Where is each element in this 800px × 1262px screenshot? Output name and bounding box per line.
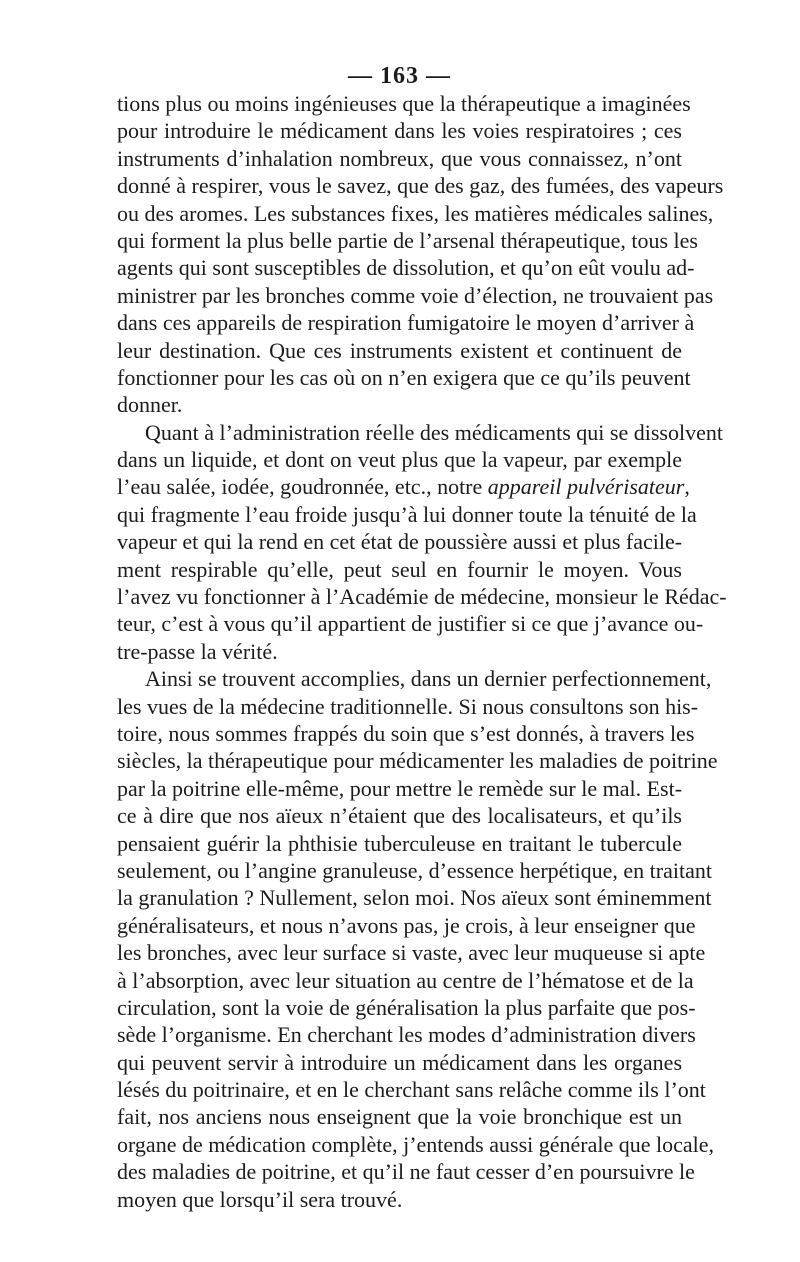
text-segment: l’eau salée, iodée, goudronnée, etc., notre	[117, 474, 488, 500]
text-line: donné à respirer, vous le savez, que des gaz, des fumées, des vapeurs	[117, 173, 724, 199]
text-line: fait, nos anciens nous enseignent que la voie bronchique est un	[117, 1104, 682, 1130]
text-line: circulation, sont la voie de généralisation la plus parfaite que pos-	[117, 994, 696, 1020]
text-line: siècles, la thérapeutique pour médicamenter les maladies de poitrine	[117, 748, 718, 774]
text-line: des maladies de poitrine, et qu’il ne faut cesser d’en poursuivre le	[117, 1159, 695, 1185]
text-line: pensaient guérir la phthisie tuberculeuse en traitant le tubercule	[117, 830, 682, 856]
text-line: sède l’organisme. En cherchant les modes d’administration divers	[117, 1022, 696, 1048]
text-line: leur destination. Que ces instruments existent et continuent de	[117, 337, 682, 363]
text-line: tre-passe la vérité.	[117, 638, 278, 664]
text-line: à l’absorption, avec leur situation au centre de l’hématose et de la	[117, 967, 694, 993]
text-line: agents qui sont susceptibles de dissolution, et qu’on eût voulu ad-	[117, 255, 695, 281]
text-line: donner.	[117, 392, 183, 418]
text-line: la granulation ? Nullement, selon moi. Nos aïeux sont éminemment	[117, 885, 712, 911]
text-line: tions plus ou moins ingénieuses que la thérapeutique a imaginées	[117, 91, 691, 116]
page-number: — 163 —	[348, 63, 451, 89]
text-line: qui forment la plus belle partie de l’arsenal thérapeutique, tous les	[117, 227, 698, 253]
text-line: ou des aromes. Les substances fixes, les matières médicales salines,	[117, 200, 714, 226]
text-line: généralisateurs, et nous n’avons pas, je crois, à leur enseigner que	[117, 912, 696, 938]
text-line: lésés du poitrinaire, et en le cherchant sans relâche comme ils l’ont	[117, 1077, 706, 1103]
text-line: dans ces appareils de respiration fumigatoire le moyen d’arriver à	[117, 310, 695, 336]
text-line: Ainsi se trouvent accomplies, dans un dernier perfectionnement,	[145, 666, 712, 692]
text-line: ment respirable qu’elle, peut seul en fournir le moyen. Vous	[117, 556, 682, 582]
text-line: ce à dire que nos aïeux n’étaient que des localisateurs, et qu’ils	[117, 803, 682, 829]
text-line: toire, nous sommes frappés du soin que s’est donnés, à travers les	[117, 720, 695, 746]
paragraph-1	[117, 90, 724, 419]
text-line: ministrer par les bronches comme voie d’élection, ne trouvaient pas	[117, 282, 714, 308]
text-line: instruments d’inhalation nombreux, que vous connaissez, n’ont	[117, 145, 682, 171]
text-segment: ,	[684, 474, 690, 500]
text-line: fonctionner pour les cas où on n’en exigera que ce qu’ils peuvent	[117, 364, 691, 390]
text-line: seulement, ou l’angine granuleuse, d’essence herpétique, en traitant	[117, 857, 712, 883]
text-line: vapeur et qui la rend en cet état de poussière aussi et plus facile-	[117, 529, 683, 555]
text-line: les vues de la médecine traditionnelle. Si nous consultons son his-	[117, 693, 699, 719]
text-line: l’avez vu fonctionner à l’Académie de médecine, monsieur le Rédac-	[117, 584, 727, 610]
text-line: organe de médication complète, j’entends aussi générale que locale,	[117, 1131, 715, 1157]
italic-term: appareil pulvérisateur	[487, 474, 685, 500]
text-line: pour introduire le médicament dans les voies respiratoires ; ces	[117, 118, 682, 144]
paragraph-3	[117, 665, 718, 1213]
text-line: qui peuvent servir à introduire un médicament dans les organes	[117, 1049, 682, 1075]
text-line: qui fragmente l’eau froide jusqu’à lui donner toute la ténuité de la	[117, 501, 697, 527]
text-line: teur, c’est à vous qu’il appartient de justifier si ce que j’avance ou-	[117, 611, 704, 637]
paragraph-2	[117, 419, 727, 666]
book-page	[117, 62, 727, 1213]
text-line: par la poitrine elle-même, pour mettre le remède sur le mal. Est-	[117, 775, 683, 801]
text-line: moyen que lorsqu’il sera trouvé.	[117, 1186, 403, 1212]
text-line-with-italic	[117, 473, 690, 500]
text-line: les bronches, avec leur surface si vaste, avec leur muqueuse si apte	[117, 940, 706, 966]
text-line: dans un liquide, et dont on veut plus que la vapeur, par exemple	[117, 447, 682, 473]
text-line: Quant à l’administration réelle des médicaments qui se dissolvent	[145, 419, 723, 445]
